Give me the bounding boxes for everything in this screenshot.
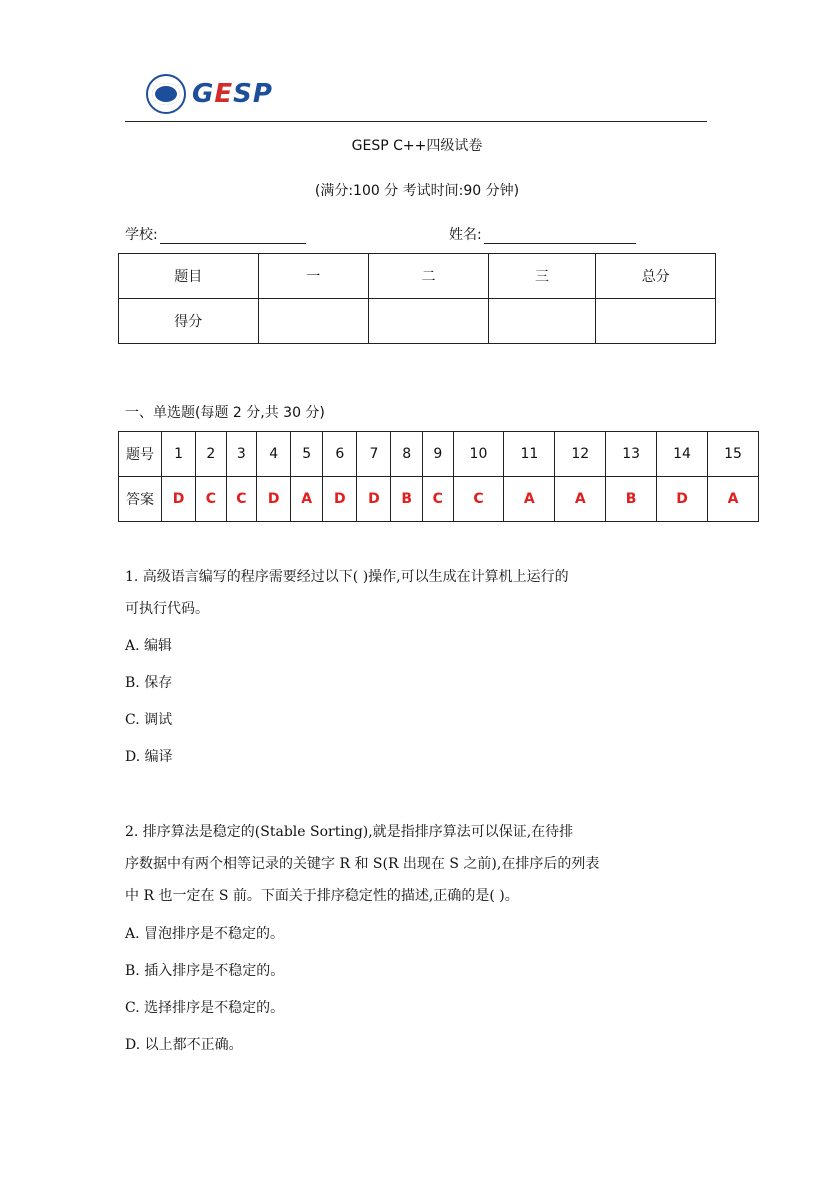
answer-cell: B	[606, 477, 657, 522]
question-1-option-d: D. 编译	[125, 749, 173, 765]
question-2-option-a: A. 冒泡排序是不稳定的。	[125, 926, 285, 942]
question-number: 4	[257, 432, 291, 477]
name-field	[449, 224, 636, 244]
answer-cell: A	[707, 477, 758, 522]
question-2-stem-line-1: 2. 排序算法是稳定的(Stable Sorting),就是指排序算法可以保证,在待排	[125, 824, 574, 840]
score-table-header-row	[119, 254, 716, 299]
question-number: 2	[196, 432, 226, 477]
question-number: 12	[555, 432, 606, 477]
answer-table	[118, 431, 759, 522]
answer-cell: A	[555, 477, 606, 522]
answer-cell: C	[226, 477, 256, 522]
answer-cell: D	[257, 477, 291, 522]
answer-cell: A	[291, 477, 323, 522]
name-label: 姓名:	[449, 227, 482, 243]
question-number: 6	[323, 432, 357, 477]
question-number: 7	[357, 432, 391, 477]
question-1-option-a: A. 编辑	[125, 638, 173, 654]
number-row-label: 题号	[119, 432, 162, 477]
question-number: 1	[162, 432, 196, 477]
question-1-option-c: C. 调试	[125, 712, 173, 728]
question-1-stem-line-1: 1. 高级语言编写的程序需要经过以下( )操作,可以生成在计算机上运行的	[125, 569, 569, 585]
page-title: GESP C++四级试卷	[351, 138, 483, 154]
score-header-cell: 题目	[119, 254, 259, 299]
score-cell[interactable]	[258, 299, 369, 344]
answer-cell: C	[196, 477, 226, 522]
question-number: 10	[453, 432, 504, 477]
score-header-cell: 三	[488, 254, 596, 299]
question-2-stem-line-2: 序数据中有两个相等记录的关键字 R 和 S(R 出现在 S 之前),在排序后的列表	[125, 856, 600, 872]
seal-icon	[146, 74, 186, 114]
answer-cell: A	[504, 477, 555, 522]
question-2-stem-line-3: 中 R 也一定在 S 前。下面关于排序稳定性的描述,正确的是( )。	[125, 888, 519, 904]
answer-cell: D	[323, 477, 357, 522]
answer-table-answer-row	[119, 477, 759, 522]
score-row-label: 得分	[119, 299, 259, 344]
answer-table-number-row	[119, 432, 759, 477]
score-cell[interactable]	[596, 299, 716, 344]
gesp-logo	[146, 74, 273, 114]
exam-info: (满分:100 分 考试时间:90 分钟)	[314, 183, 520, 199]
school-blank[interactable]	[160, 229, 306, 244]
score-cell[interactable]	[369, 299, 489, 344]
question-number: 15	[707, 432, 758, 477]
score-cell[interactable]	[488, 299, 596, 344]
answer-cell: C	[453, 477, 504, 522]
question-2-option-c: C. 选择排序是不稳定的。	[125, 1000, 285, 1016]
question-number: 8	[391, 432, 423, 477]
question-number: 13	[606, 432, 657, 477]
question-number: 14	[657, 432, 708, 477]
score-header-cell: 总分	[596, 254, 716, 299]
score-table	[118, 253, 716, 344]
question-2-option-d: D. 以上都不正确。	[125, 1037, 243, 1053]
question-2-option-b: B. 插入排序是不稳定的。	[125, 963, 285, 979]
answer-cell: D	[162, 477, 196, 522]
question-number: 5	[291, 432, 323, 477]
answer-cell: C	[423, 477, 453, 522]
school-label: 学校:	[125, 227, 158, 243]
question-number: 3	[226, 432, 256, 477]
score-header-cell: 一	[258, 254, 369, 299]
question-1-stem-line-2: 可执行代码。	[125, 601, 209, 617]
answer-cell: B	[391, 477, 423, 522]
logo-text: GESP	[192, 79, 273, 109]
score-header-cell: 二	[369, 254, 489, 299]
header-divider	[125, 121, 707, 122]
name-blank[interactable]	[484, 229, 636, 244]
answer-cell: D	[657, 477, 708, 522]
school-field	[125, 224, 306, 244]
score-table-row	[119, 299, 716, 344]
answer-cell: D	[357, 477, 391, 522]
section-heading: 一、单选题(每题 2 分,共 30 分)	[125, 405, 325, 421]
answer-row-label: 答案	[119, 477, 162, 522]
question-1-option-b: B. 保存	[125, 675, 173, 691]
question-number: 9	[423, 432, 453, 477]
question-number: 11	[504, 432, 555, 477]
